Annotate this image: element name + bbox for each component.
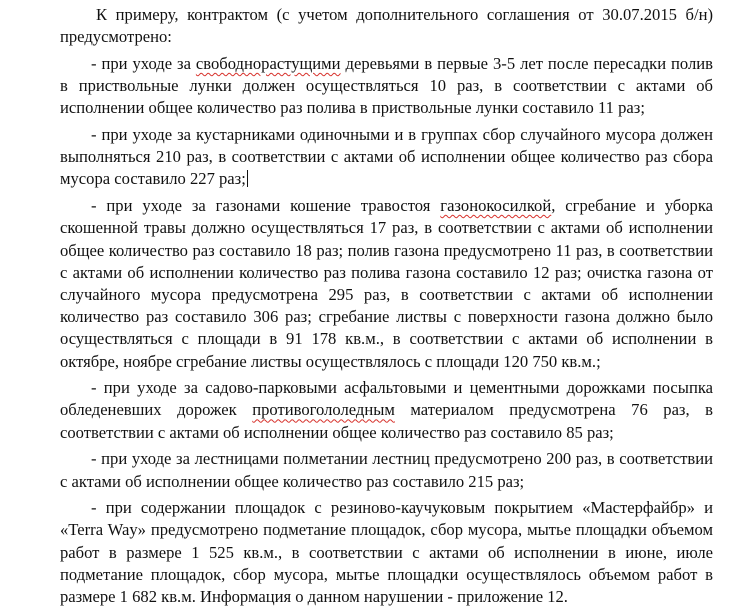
document-body[interactable] [60, 4, 713, 613]
spellcheck-flagged-word[interactable]: противогололедным [252, 400, 395, 420]
paragraph-trees-text-2: деревьями в первые 3-5 лет после пересадки полив в приствольные лунки должен осуществляться 10 раз, в соответствии с актами об исполнении общее количество раз полива в приствольные лунки составило 11 раз; [60, 53, 714, 118]
paragraph-playgrounds [60, 497, 713, 608]
paragraph-playgrounds-text: - при содержании площадок с резиново-каучуковым покрытием «Мастерфайбр» и «Terra Way» предусмотрено подметание площадок, сбор мусора, мытье площадки объемом работ в размере 1 525 кв.м., в соответствии с актами об исполнении в июне, июле подметание площадок, сбор мусора, мытье площадки осуществлялось объемом работ в размере 1 682 кв.м. Информация о данном нарушении - приложение 12. [60, 498, 713, 607]
paragraph-stairs [60, 448, 713, 492]
spellcheck-flagged-word[interactable]: газонокосилкой [440, 196, 552, 216]
spellcheck-flagged-word[interactable]: свободнорастущими [195, 53, 341, 73]
paragraph-lawns-text-2: , сгребание и уборка скошенной травы должно осуществляться 17 раз, в соответствии с актами об исполнении общее количество раз составило 18 раз; полив газона предусмотрено 11 раз, в соответствии с актами об исполнении количество раз полива газона составило 12 раз; очистка газона от случайного мусора предусмотрена 295 раз, в соответствии с актами об исполнении количество раз составило 306 раз; сгребание листвы с поверхности газона должно было осуществляться с площади в 91 178 кв.м., в соответствии с актами об исполнении в октябре, ноябре сгребание листвы осуществлялось с площади 120 750 кв.м.; [60, 196, 714, 371]
paragraph-trees-text-1: - при уходе за [91, 53, 196, 73]
paragraph-lawns [60, 195, 713, 373]
paragraph-paths-text-1: - при уходе за садово-парковыми асфальтовыми и цементными дорожками посыпка обледеневших дорожек [60, 378, 713, 420]
text-cursor [247, 170, 248, 187]
paragraph-shrubs-text: - при уходе за кустарниками одиночными и в группах сбор случайного мусора должен выполняться 210 раз, в соответствии с актами об исполнении общее количество раз сбора мусора составило 227 раз; [60, 125, 713, 189]
paragraph-lawns-text-1: - при уходе за газонами кошение травостоя [91, 196, 441, 216]
paragraph-intro [60, 4, 713, 48]
paragraph-paths-text-2: материалом предусмотрена 76 раз, в соответствии с актами об исполнении общее количество раз составило 85 раз; [60, 400, 713, 442]
paragraph-intro-text: К примеру, контрактом (с учетом дополнительного соглашения от 30.07.2015 б/н) предусмотрено: [60, 5, 713, 47]
paragraph-shrubs [60, 124, 713, 191]
paragraph-stairs-text: - при уходе за лестницами полметании лестниц предусмотрено 200 раз, в соответствии с актами об исполнении общее количество раз составило 215 раз; [60, 449, 713, 491]
paragraph-paths [60, 377, 713, 444]
paragraph-trees [60, 53, 713, 120]
